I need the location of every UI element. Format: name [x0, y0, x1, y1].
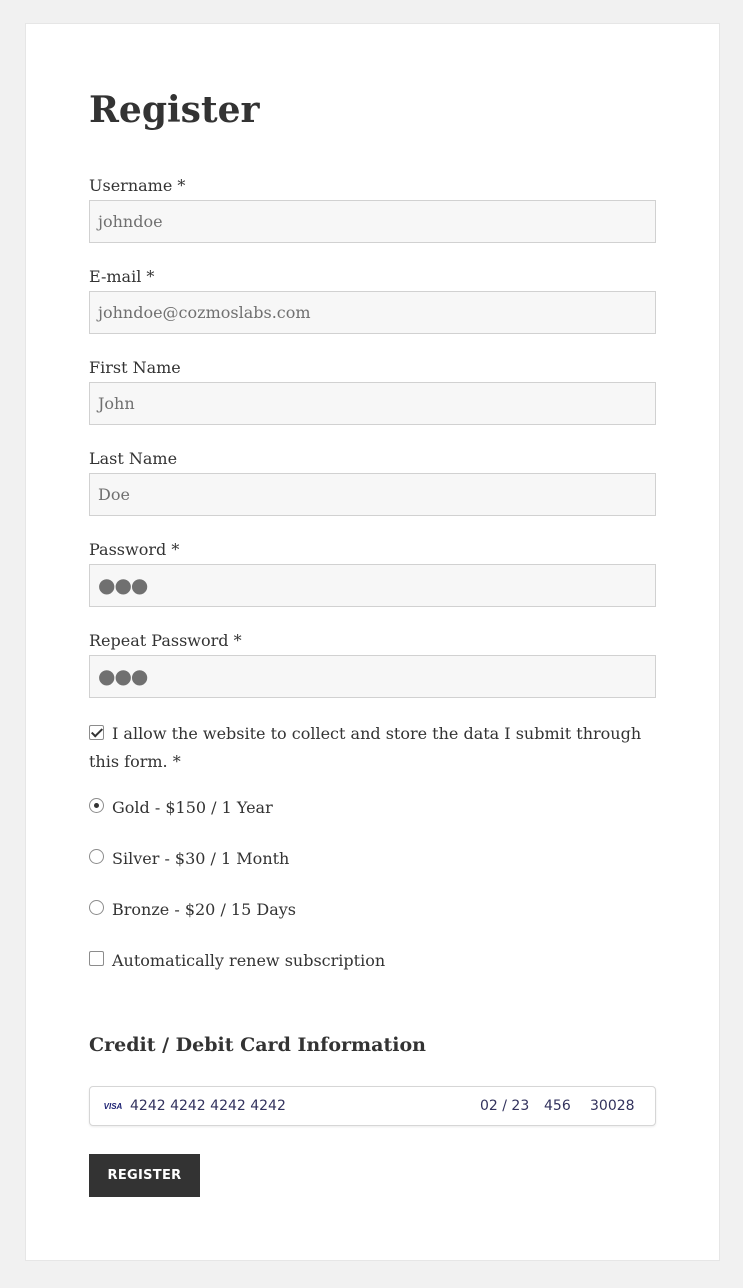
password-mask: ●●●	[98, 573, 148, 597]
register-card	[25, 23, 720, 1261]
visa-card-icon: VISA	[103, 1102, 123, 1111]
auto-renew-checkbox[interactable]	[89, 951, 104, 966]
card-number-input[interactable]: 4242 4242 4242 4242	[130, 1098, 286, 1114]
gdpr-consent-label: I allow the website to collect and store the data I submit through this form. *	[89, 724, 642, 771]
repeat-password-mask: ●●●	[98, 664, 148, 688]
email-label: E-mail *	[89, 267, 155, 286]
card-expiry-input[interactable]: 02 / 23	[480, 1098, 530, 1114]
password-label: Password *	[89, 540, 180, 559]
username-input[interactable]: johndoe	[89, 200, 656, 243]
first-name-label: First Name	[89, 358, 181, 377]
last-name-input[interactable]: Doe	[89, 473, 656, 516]
plan-gold-label: Gold - $150 / 1 Year	[112, 798, 273, 817]
gdpr-consent-checkbox[interactable]	[89, 725, 104, 740]
password-input[interactable]	[89, 564, 656, 607]
plan-silver-label: Silver - $30 / 1 Month	[112, 849, 290, 868]
card-section-title: Credit / Debit Card Information	[89, 1034, 426, 1056]
email-input[interactable]: johndoe@cozmoslabs.com	[89, 291, 656, 334]
card-input[interactable]	[89, 1086, 656, 1126]
username-label: Username *	[89, 176, 186, 195]
page-title: Register	[89, 89, 260, 131]
plan-silver-radio[interactable]	[89, 849, 104, 864]
gdpr-consent	[89, 720, 656, 776]
register-button[interactable]: REGISTER	[89, 1154, 200, 1197]
plan-bronze-radio[interactable]	[89, 900, 104, 915]
plan-gold-radio[interactable]	[89, 798, 104, 813]
card-cvc-input[interactable]: 456	[544, 1098, 571, 1114]
last-name-label: Last Name	[89, 449, 178, 468]
auto-renew-label: Automatically renew subscription	[112, 951, 386, 970]
first-name-input[interactable]: John	[89, 382, 656, 425]
repeat-password-input[interactable]	[89, 655, 656, 698]
plan-bronze-label: Bronze - $20 / 15 Days	[112, 900, 296, 919]
card-zip-input[interactable]: 30028	[590, 1098, 635, 1114]
repeat-password-label: Repeat Password *	[89, 631, 242, 650]
